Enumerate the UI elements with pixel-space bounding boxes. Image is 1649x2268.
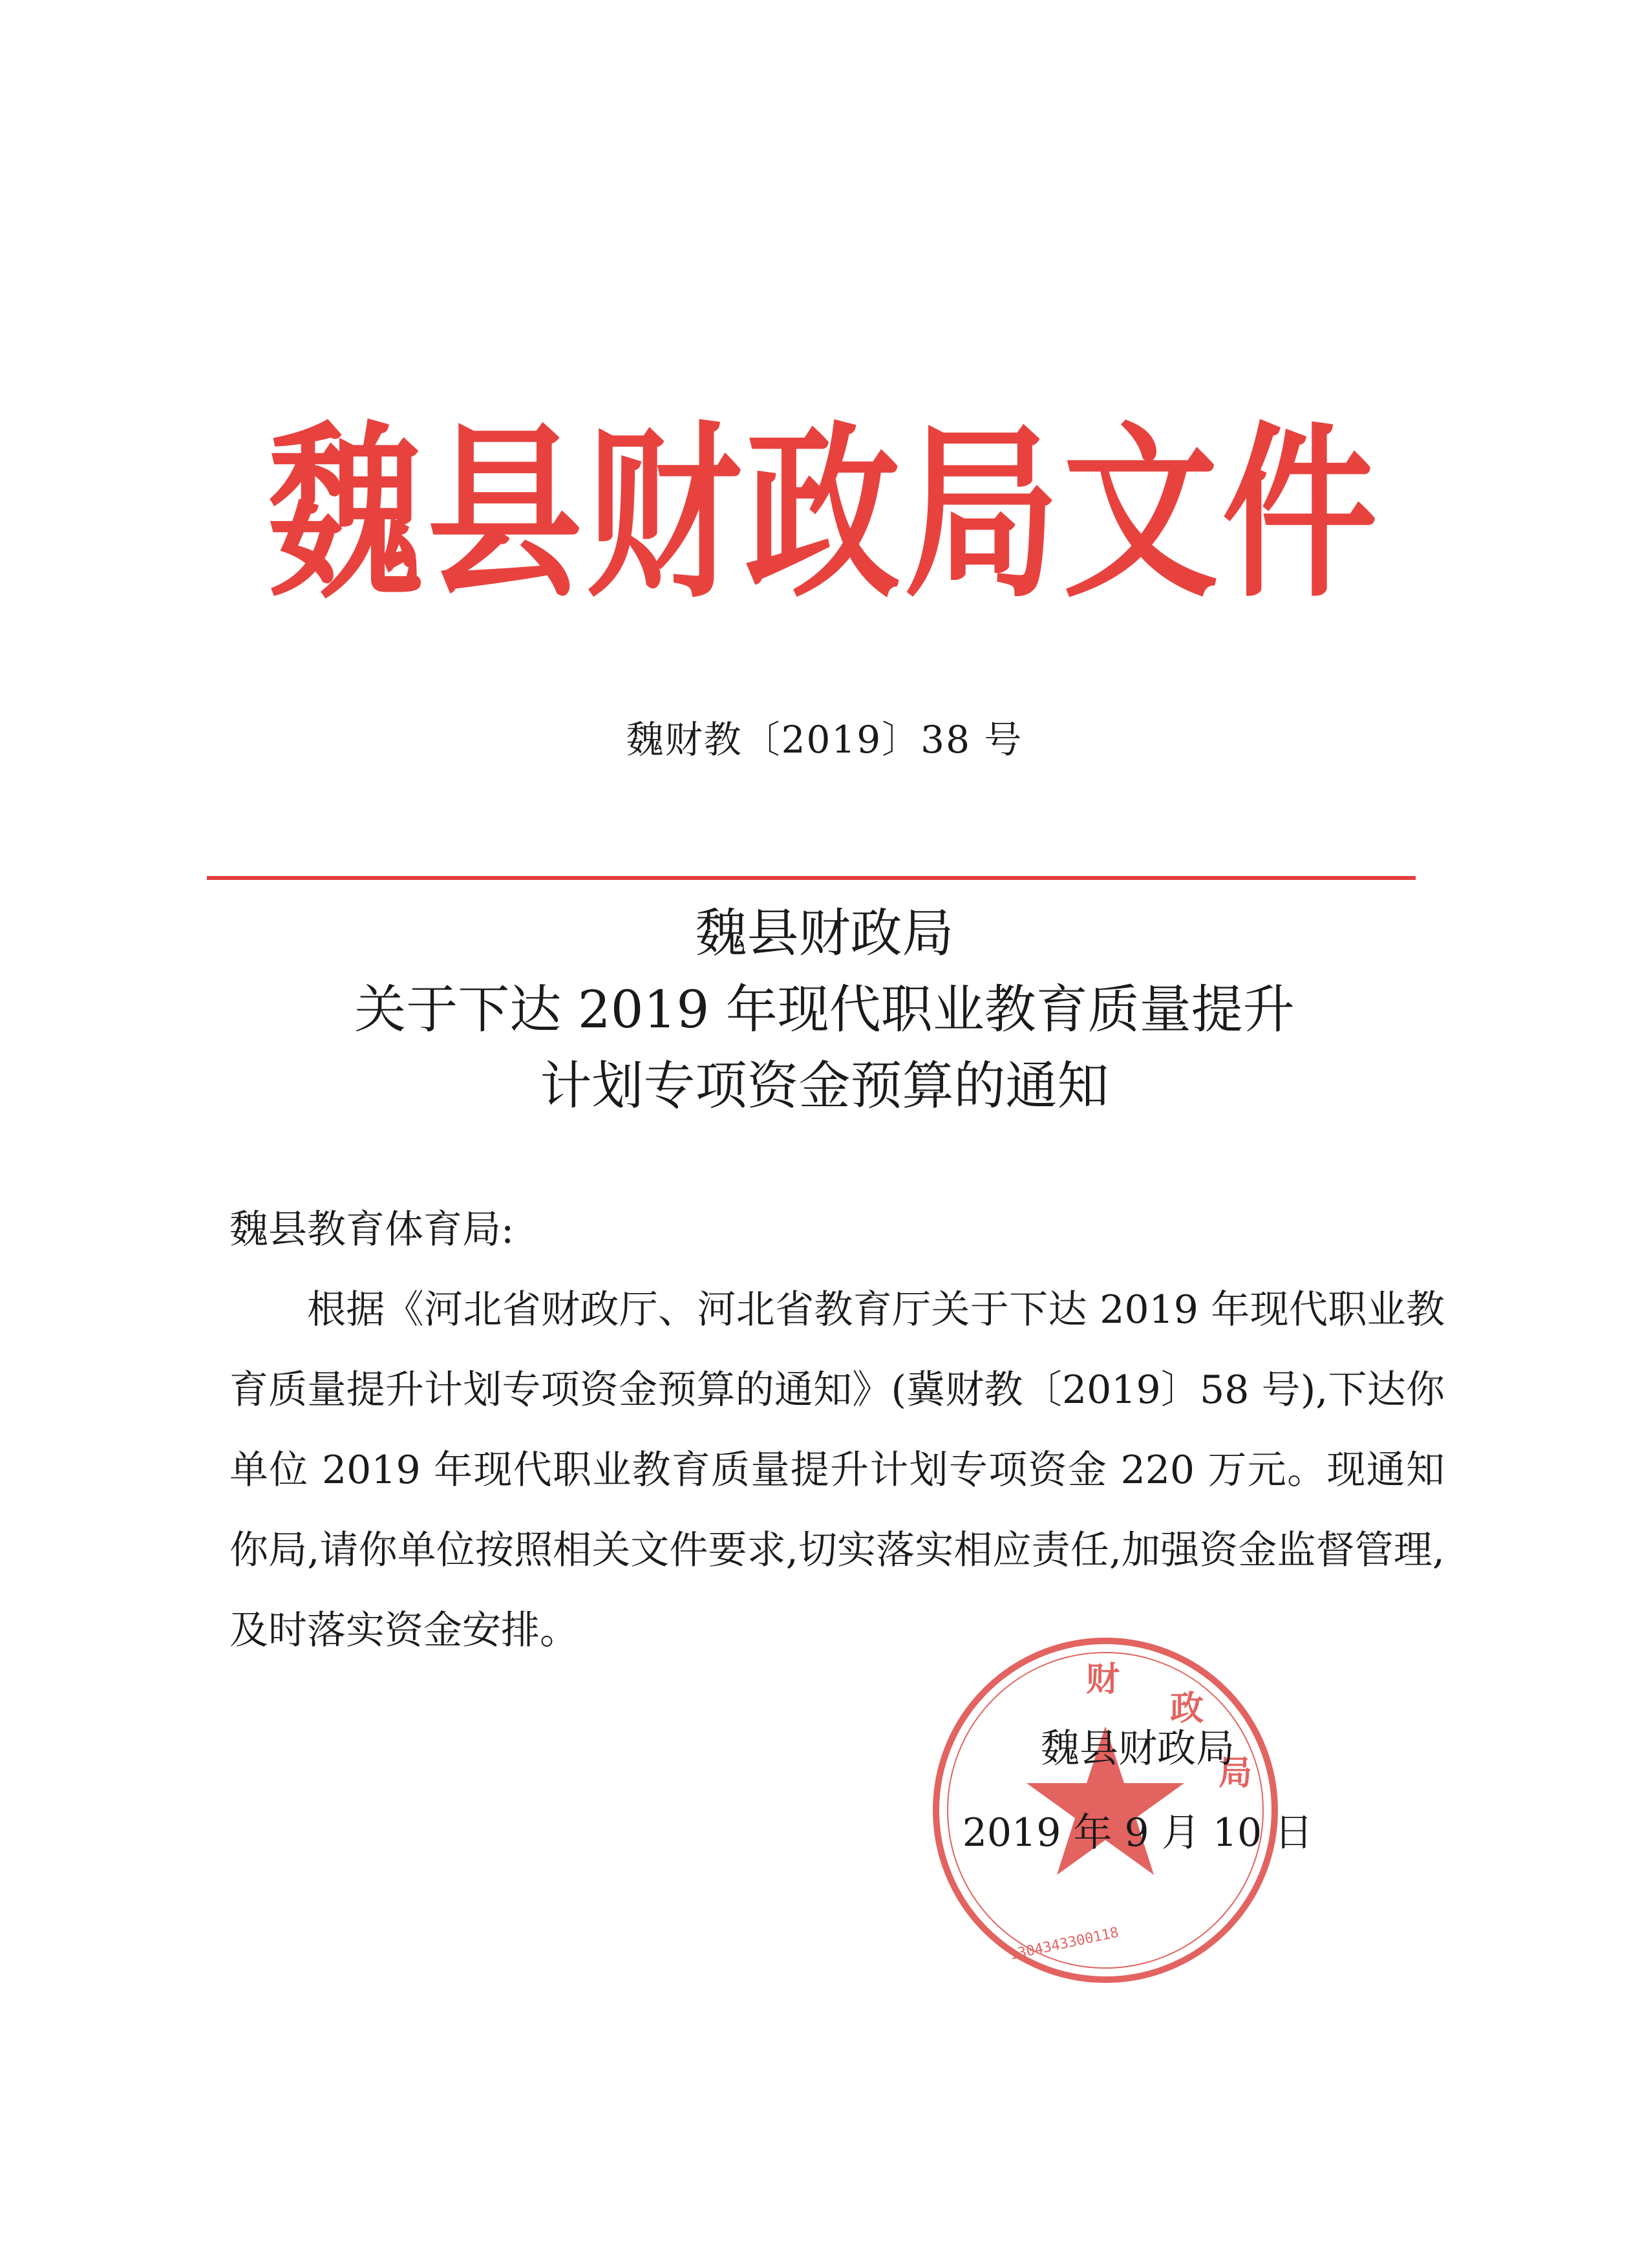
seal-char-ju: 局 [1218, 1753, 1253, 1793]
seal-serial: 1304343300118 [1008, 1924, 1120, 1964]
notice-body [229, 1190, 1445, 1671]
notice-title [0, 895, 1649, 1124]
seal-char-cai: 财 [1086, 1660, 1120, 1699]
red-divider-line [207, 876, 1416, 880]
title-line-3: 计划专项资金预算的通知 [540, 1056, 1109, 1116]
salutation: 魏县教育体育局: [229, 1207, 515, 1252]
document-number: 魏财教〔2019〕38 号 [626, 718, 1023, 762]
issue-date: 2019 年 9 月 10 日 [962, 1810, 1314, 1856]
title-line-1: 魏县财政局 [695, 903, 954, 963]
seal-char-zheng: 政 [1170, 1689, 1204, 1728]
title-line-2: 关于下达 2019 年现代职业教育质量提升 [354, 979, 1295, 1040]
body-paragraph: 根据《河北省财政厅、河北省教育厅关于下达 2019 年现代职业教育质量提升计划专项资金预算的通知》(冀财教〔2019〕58 号),下达你单位 2019 年现代职业教育质量提升计划专项资金 220 万元。现通知你局,请你单位按照相关文件要求,切实落实相应责任,加强资金监督管理,及时落实资金安排。 [229, 1287, 1445, 1653]
masthead-title: 魏县财政局文件 [268, 403, 1381, 623]
signature-block [905, 1707, 1370, 1875]
issuer-name: 魏县财政局 [1041, 1726, 1235, 1771]
